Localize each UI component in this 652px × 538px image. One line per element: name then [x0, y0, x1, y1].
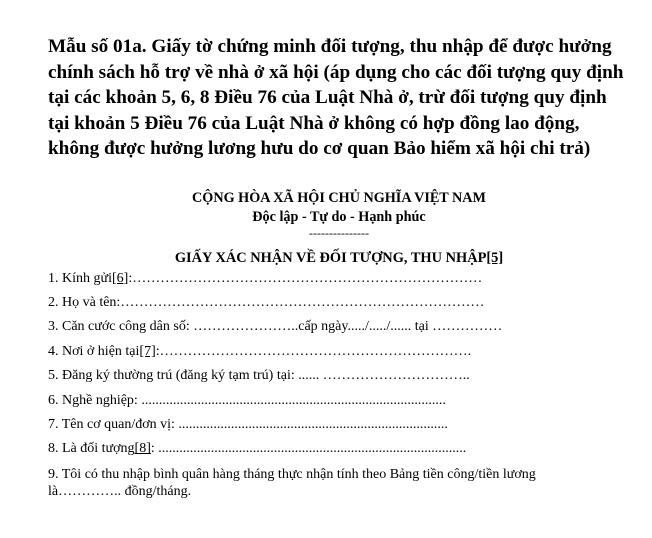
form-title [48, 249, 630, 267]
field-registered-residence: 5. Đăng ký thường trú (đăng ký tạm trú) tại: ...... ………………………….. [48, 368, 470, 384]
field-occupation: 6. Nghề nghiệp: ....................................................................................... [48, 392, 446, 408]
field-current-address [48, 340, 630, 364]
country-name: CỘNG HÒA XÃ HỘI CHỦ NGHĨA VIỆT NAM [192, 189, 486, 206]
motto-separator: --------------- [309, 225, 369, 240]
field-monthly-income-line2: là………….. đồng/tháng. [48, 483, 192, 499]
field-recipient-blank: :………………………………………………………………… [128, 270, 483, 286]
footnote-ref-7[interactable]: [7] [139, 343, 156, 359]
field-monthly-income-line1: 9. Tôi có thu nhập bình quân hàng tháng thực nhận tính theo Bảng tiền công/tiền lương [48, 466, 536, 482]
field-beneficiary-type [48, 437, 630, 461]
footnote-ref-8[interactable]: [8] [134, 441, 151, 457]
field-recipient [48, 267, 630, 291]
field-current-address-label: 4. Nơi ở hiện tại [48, 343, 140, 359]
national-motto: Độc lập - Tự do - Hạnh phúc [252, 208, 426, 225]
field-full-name: 2. Họ và tên:…………………………………………………………………… [48, 294, 485, 310]
footnote-ref-5[interactable]: [5] [486, 249, 504, 266]
form-title-text: GIẤY XÁC NHẬN VỀ ĐỐI TƯỢNG, THU NHẬP [174, 249, 487, 266]
document [48, 34, 630, 500]
form-heading: Mẫu số 01a. Giấy tờ chứng minh đối tượng, thu nhập để được hưởng chính sách hỗ trợ về nhà ở xã hội (áp dụng cho các đối tượng quy định tại các khoản 5, 6, 8 Điều 76 của Luật Nhà ở, trừ đối tượng quy định tại khoản 5 Điều 76 của Luật Nhà ở không có hợp đồng lao động, không được hưởng lương hưu do cơ quan Bảo hiểm xã hội chi trả) [48, 36, 624, 160]
field-beneficiary-type-label: 8. Là đối tượng [48, 441, 135, 457]
field-beneficiary-type-blank: : ........................................................................................ [150, 441, 467, 457]
footnote-ref-6[interactable]: [6] [111, 270, 129, 286]
field-employer: 7. Tên cơ quan/đơn vị: ............................................................................. [48, 417, 448, 432]
national-header [48, 189, 630, 239]
field-current-address-blank: :…………………………………………………………. [155, 343, 472, 359]
field-recipient-label: 1. Kính gửi [48, 270, 112, 286]
field-monthly-income [48, 466, 630, 500]
field-citizen-id: 3. Căn cước công dân số: …………………..cấp ngày...../...../...... tại …………… [48, 319, 503, 335]
